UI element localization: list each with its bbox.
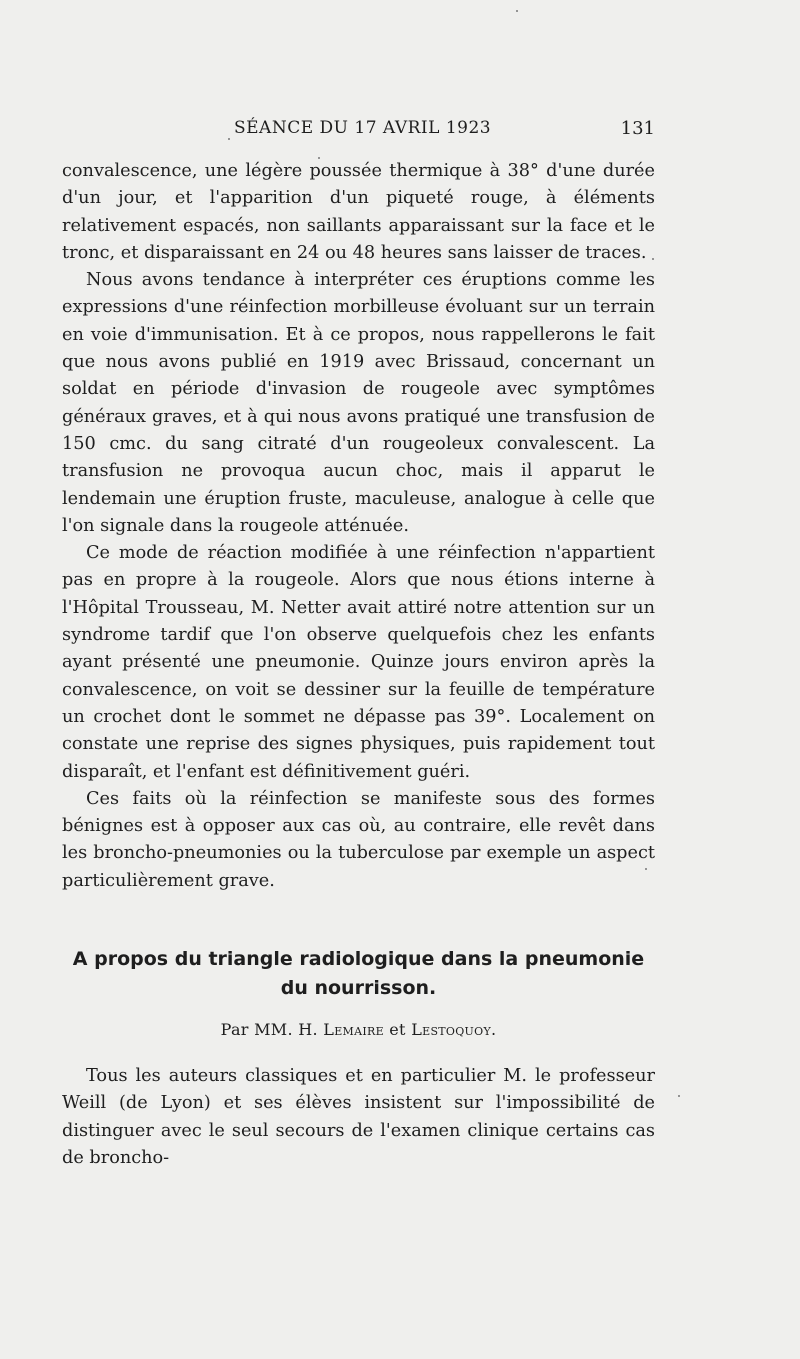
article-section: [62, 945, 655, 1190]
authors-prefix: Par MM. H.: [220, 1020, 324, 1039]
article-title-line1: A propos du triangle radiologique dans la pneumonie: [72, 948, 645, 970]
article-authors: [62, 1020, 655, 1039]
article-title: [62, 945, 655, 1003]
body-text: [62, 158, 655, 895]
print-speck: [516, 10, 518, 12]
running-header: [62, 118, 655, 146]
paragraph-continuation: convalescence, une légère poussée thermique à 38° d'une durée d'un jour, et l'apparition d'un piqueté rouge, à éléments relativement espacés, non saillants apparaissant sur la face et le tronc, et disparaissant en 24 ou 48 heures sans laisser de traces.: [62, 161, 655, 263]
authors-suffix: .: [491, 1020, 497, 1039]
article-title-line2: du nourrisson.: [280, 977, 437, 999]
page-number: 131: [620, 118, 655, 139]
print-speck: [652, 258, 654, 260]
article-paragraph: Tous les auteurs classiques et en particulier M. le professeur Weill (de Lyon) et ses élèves insistent sur l'impossibilité de distinguer avec le seul secours de l'examen clinique certains cas de broncho-: [62, 1066, 655, 1168]
paragraph-benign-forms: Ces faits où la réinfection se manifeste sous des formes bénignes est à opposer aux cas où, au contraire, elle revêt dans les broncho-pneumonies ou la tuberculose par exemple un aspect particulièrement grave.: [62, 788, 655, 891]
author-lemaire: Lemaire: [323, 1020, 384, 1039]
paragraph-reaction-mode: Ce mode de réaction modifiée à une réinfection n'appartient pas en propre à la rougeole. Alors que nous étions interne à l'Hôpital Trousseau, M. Netter avait attiré notre attention sur un syndrome tardif que l'on observe quelquefois chez les enfants ayant présenté une pneumonie. Quinze jours environ après la convalescence, on voit se dessiner sur la feuille de température un crochet dont le sommet ne dépasse pas 39°. Localement on constate une reprise des signes physiques, puis rapidement tout disparaît, et l'enfant est définitivement guéri.: [62, 543, 655, 782]
header-title: SÉANCE DU 17 AVRIL 1923: [234, 118, 492, 138]
print-speck: [645, 868, 647, 870]
print-speck: [678, 1095, 680, 1097]
author-lestoquoy: Lestoquoy: [411, 1020, 492, 1039]
paragraph-reinfection: Nous avons tendance à interpréter ces éruptions comme les expressions d'une réinfection morbilleuse évoluant sur un terrain en voie d'immunisation. Et à ce propos, nous rappellerons le fait que nous avons publié en 1919 avec Brissaud, concernant un soldat en période d'invasion de rougeole avec symptômes généraux graves, et à qui nous avons pratiqué une transfusion de 150 cmc. du sang citraté d'un rougeoleux convalescent. La transfusion ne provoqua aucun choc, mais il apparut le lendemain une éruption fruste, maculeuse, analogue à celle que l'on signale dans la rougeole atténuée.: [62, 270, 655, 536]
print-speck: [228, 138, 230, 140]
authors-and: et: [383, 1020, 412, 1039]
print-speck: [318, 157, 320, 159]
